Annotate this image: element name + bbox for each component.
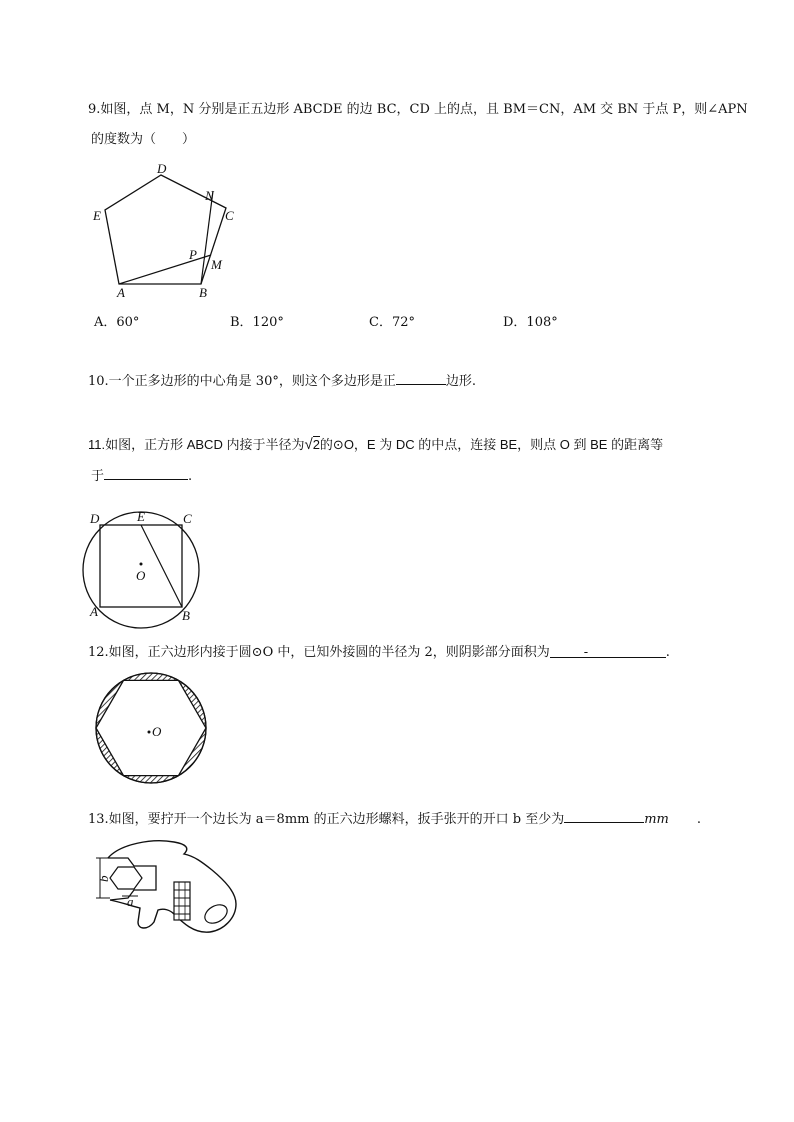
wrench-figure xyxy=(94,838,244,936)
label-d: D xyxy=(157,161,167,176)
question-12-text: 12.如图，正六边形内接于圆⊙O 中，已知外接圆的半径为 2，则阴影部分面积为 xyxy=(88,645,550,660)
hexagon-figure xyxy=(93,670,209,786)
label-a: A xyxy=(90,604,98,619)
answer-blank-11[interactable] xyxy=(104,465,188,480)
question-11-text-line2-after: . xyxy=(188,469,193,484)
label-e: E xyxy=(93,208,101,223)
handle-hole xyxy=(202,901,231,927)
question-11-text-line2: 于 xyxy=(91,469,105,484)
question-10-text-after: 边形. xyxy=(445,374,476,389)
segment-be xyxy=(141,525,182,607)
sqrt-symbol: √ xyxy=(304,436,313,453)
option-c-label: C．72° xyxy=(369,315,415,330)
question-12 xyxy=(88,643,670,663)
question-9-line2 xyxy=(88,130,195,150)
question-11 xyxy=(88,435,663,455)
answer-blank-13[interactable] xyxy=(564,808,644,823)
question-12-text-after: . xyxy=(665,645,670,660)
label-e: E xyxy=(137,509,145,524)
question-9 xyxy=(88,100,748,120)
option-d[interactable] xyxy=(503,311,558,330)
question-10 xyxy=(88,370,476,392)
option-b-label: B．120° xyxy=(230,315,284,330)
unit-mm: mm xyxy=(644,812,669,827)
sqrt-radicand: 2 xyxy=(312,437,320,452)
option-d-label: D．108° xyxy=(503,315,558,330)
label-d: D xyxy=(90,511,100,526)
question-10-text: 10.一个正多边形的中心角是 30°，则这个多边形是正 xyxy=(88,374,396,389)
label-b: B xyxy=(182,608,190,623)
question-9-text-line1: 9.如图，点 M，N 分别是正五边形 ABCDE 的边 BC，CD 上的点，且 BM＝CN，AM 交 BN 于点 P，则∠APN xyxy=(88,102,748,117)
question-11-line2 xyxy=(88,465,192,487)
question-13-text-after: . xyxy=(696,812,701,827)
circle-square-figure xyxy=(80,508,210,628)
label-n: N xyxy=(205,188,214,203)
question-11-text-line1: 11.如图，正方形 ABCD 内接于半径为 xyxy=(88,437,305,452)
blank-mark: - xyxy=(583,645,589,660)
option-a-label: A．60° xyxy=(94,315,140,330)
answer-blank-12[interactable] xyxy=(550,643,666,658)
pentagon-figure xyxy=(85,160,255,305)
label-a: a xyxy=(127,894,134,909)
square-abcd xyxy=(100,525,182,607)
question-13 xyxy=(88,808,701,830)
center-dot xyxy=(140,563,143,566)
label-m: M xyxy=(211,257,222,272)
center-dot xyxy=(148,731,151,734)
label-b: B xyxy=(199,285,207,300)
label-o: O xyxy=(136,568,146,583)
segment-am xyxy=(119,255,211,284)
label-c: C xyxy=(225,208,234,223)
answer-blank-10[interactable] xyxy=(396,370,446,385)
question-11-text-line1-after: 的⊙O，E 为 DC 的中点，连接 BE，则点 O 到 BE 的距离等 xyxy=(319,437,664,452)
option-c[interactable] xyxy=(369,311,415,330)
option-b[interactable] xyxy=(230,311,284,330)
question-13-text: 13.如图，要拧开一个边长为 a＝8mm 的正六边形螺料，扳手张开的开口 b 至少为 xyxy=(88,812,565,827)
label-b: b xyxy=(96,875,111,882)
label-o: O xyxy=(152,724,162,739)
label-a: A xyxy=(117,285,125,300)
hexagon-nut xyxy=(110,867,142,889)
label-p: P xyxy=(189,247,197,262)
label-c: C xyxy=(183,511,192,526)
question-9-text-line2: 的度数为（ ） xyxy=(91,132,196,147)
option-a[interactable] xyxy=(94,311,139,330)
